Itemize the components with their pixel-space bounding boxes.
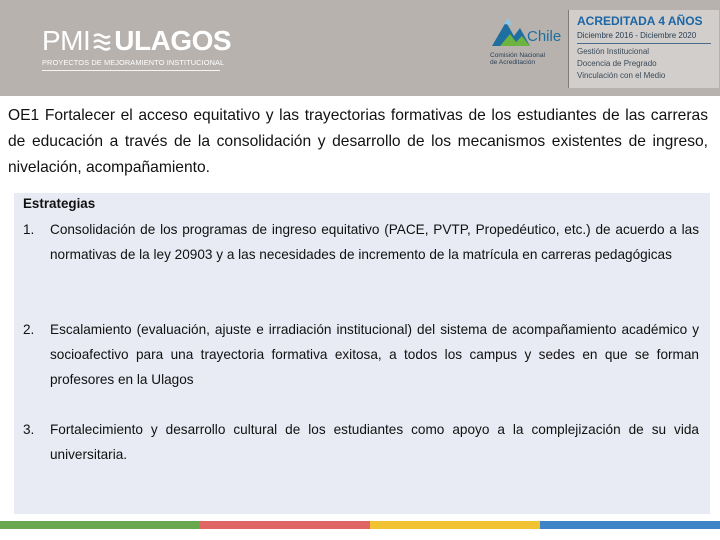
objective-text: OE1 Fortalecer el acceso equitativo y las trayectorias formativas de los estudiantes de las carreras de educación a través de la consolidación y desarrollo de los mecanismos existentes de ingreso, nivelación, acompañamiento. xyxy=(8,107,708,176)
strategy-number: 2. xyxy=(23,322,35,337)
ulagos-text: ULAGOS xyxy=(114,25,232,56)
strategy-item xyxy=(23,317,699,392)
strategy-number: 3. xyxy=(23,422,35,437)
strategy-text: Consolidación de los programas de ingreso equitativo (PACE, PVTP, Propedéutico, etc.) de acuerdo a las normativas de la ley 20903 y a las necesidades de incremento de la matrícula en carreras pedagógicas xyxy=(50,222,699,262)
cna-name-line1: Comisión Nacional xyxy=(490,52,545,59)
strategies-heading: Estrategias xyxy=(23,196,96,211)
header-banner xyxy=(0,0,720,96)
cna-name xyxy=(490,52,568,67)
strategy-item xyxy=(23,417,699,467)
strategy-text: Escalamiento (evaluación, ajuste e irradiación institucional) del sistema de acompañamiento académico y socioafectivo para una trayectoria formativa exitosa, a todos los campus y sedes en que se forman profesores en la Ulagos xyxy=(50,322,699,387)
waves-icon xyxy=(92,31,114,51)
strategies-box xyxy=(14,193,710,514)
accreditation-area: Vinculación con el Medio xyxy=(577,71,666,80)
pmi-ulagos-logo xyxy=(42,26,232,78)
strategy-number: 1. xyxy=(23,222,35,237)
color-segment xyxy=(540,521,720,529)
pmi-wordmark xyxy=(42,26,231,56)
accreditation-title: ACREDITADA 4 AÑOS xyxy=(577,14,703,28)
pmi-text: PMI xyxy=(42,25,91,56)
strategy-text: Fortalecimiento y desarrollo cultural de los estudiantes como apoyo a la complejización de su vida universitaria. xyxy=(50,422,699,462)
color-segment xyxy=(200,521,370,529)
pmi-underline xyxy=(42,70,220,71)
cna-chile-logo xyxy=(486,14,568,88)
accreditation-divider xyxy=(577,43,711,44)
pmi-subtitle: PROYECTOS DE MEJORAMIENTO INSTITUCIONAL xyxy=(42,58,225,67)
strategy-item xyxy=(23,217,699,267)
cna-name-line2: de Acreditación xyxy=(490,59,536,67)
accreditation-dates: Diciembre 2016 - Diciembre 2020 xyxy=(577,31,697,40)
cna-chile-text: Chile xyxy=(527,28,562,45)
accreditation-area: Gestión Institucional xyxy=(577,47,650,56)
accreditation-area: Docencia de Pregrado xyxy=(577,59,657,68)
color-segment xyxy=(370,521,540,529)
color-segment xyxy=(0,521,200,529)
accreditation-panel xyxy=(568,10,719,88)
bottom-color-bar xyxy=(0,521,720,529)
